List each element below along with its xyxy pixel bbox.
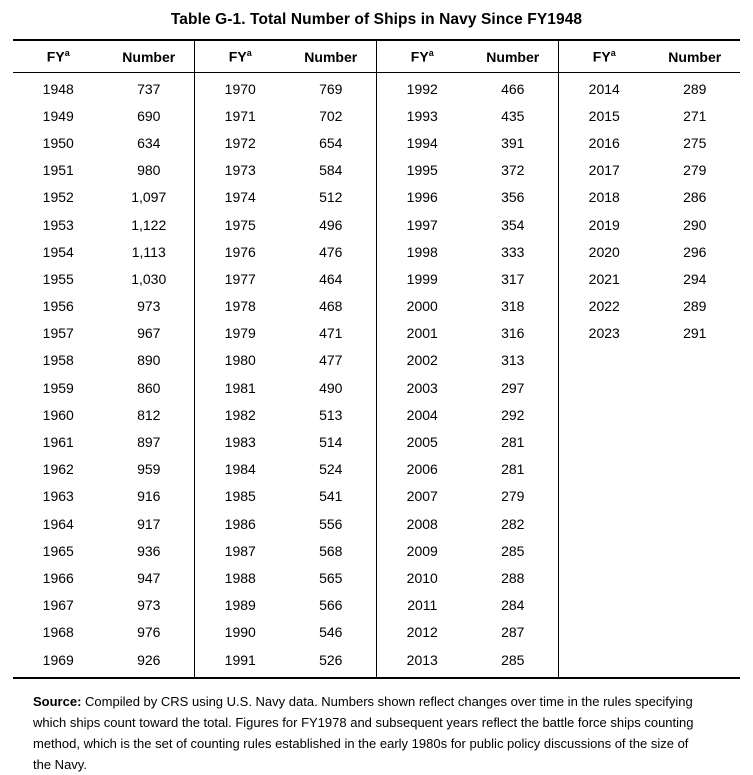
ship-count-cell: 316: [501, 325, 525, 342]
fy-cell: 2017: [588, 162, 620, 179]
fy-cell: 2015: [588, 107, 620, 124]
fy-cell: 1978: [224, 298, 256, 315]
ship-count-cell: 917: [137, 515, 161, 532]
table-row: [195, 510, 376, 537]
fy-cell: 1996: [406, 189, 438, 206]
table-row: [13, 293, 194, 320]
table-row: [195, 265, 376, 292]
table-row: [13, 592, 194, 619]
ship-count-cell: 812: [137, 406, 161, 423]
ship-count-cell: 654: [319, 134, 343, 151]
ship-count-cell: 926: [137, 651, 161, 668]
fy-cell: 1971: [224, 107, 256, 124]
table-row: [377, 265, 558, 292]
table-row: [559, 293, 740, 320]
ship-count-cell: 291: [683, 325, 707, 342]
fy-cell: 1958: [42, 352, 74, 369]
ship-count-cell: 496: [319, 216, 343, 233]
table-row: [377, 347, 558, 374]
table-title: Table G-1. Total Number of Ships in Navy Since FY1948: [170, 11, 583, 28]
source-label: Source:: [33, 694, 82, 710]
ship-count-cell: 526: [319, 651, 343, 668]
ship-count-cell: 565: [319, 569, 343, 586]
ship-count-cell: 980: [137, 162, 161, 179]
ship-count-cell: 1,030: [131, 270, 167, 287]
ship-count-cell: 292: [501, 406, 525, 423]
ship-count-cell: 584: [319, 162, 343, 179]
ship-count-cell: 466: [501, 80, 525, 97]
ship-count-cell: 391: [501, 134, 525, 151]
table-row: [377, 293, 558, 320]
fy-cell: 1987: [224, 542, 256, 559]
number-column-header: Number: [304, 48, 358, 65]
ship-count-cell: 936: [137, 542, 161, 559]
fy-cell: 1952: [42, 189, 74, 206]
footnote-marker: a: [610, 48, 616, 59]
fy-column-header: [195, 48, 286, 65]
ship-count-cell: 288: [501, 569, 525, 586]
ship-count-cell: 897: [137, 434, 161, 451]
ship-count-cell: 372: [501, 162, 525, 179]
ship-count-cell: 973: [137, 298, 161, 315]
table-row: [377, 211, 558, 238]
table-row: [13, 510, 194, 537]
table-row: [377, 592, 558, 619]
fy-cell: 1995: [406, 162, 438, 179]
ship-count-cell: 890: [137, 352, 161, 369]
ship-count-cell: 476: [319, 243, 343, 260]
column-header-row: [559, 41, 740, 73]
fy-cell: 1990: [224, 624, 256, 641]
fy-cell: 2013: [406, 651, 438, 668]
table-row: [377, 564, 558, 591]
table-row: [195, 320, 376, 347]
fy-cell: 1982: [224, 406, 256, 423]
table-row: [377, 374, 558, 401]
fy-cell: 1985: [224, 488, 256, 505]
column-data-area: [559, 73, 740, 351]
fy-cell: 1989: [224, 597, 256, 614]
table-row: [195, 184, 376, 211]
ship-count-cell: 281: [501, 461, 525, 478]
table-row: [195, 646, 376, 673]
ship-count-cell: 294: [683, 270, 707, 287]
fy-cell: 1955: [42, 270, 74, 287]
ship-count-cell: 513: [319, 406, 343, 423]
fy-cell: 1963: [42, 488, 74, 505]
ship-count-cell: 354: [501, 216, 525, 233]
table-row: [13, 564, 194, 591]
table-row: [13, 347, 194, 374]
table-row: [377, 646, 558, 673]
ship-count-cell: 333: [501, 243, 525, 260]
number-column-header: Number: [486, 48, 540, 65]
table-row: [377, 184, 558, 211]
table-column-group-4: [558, 41, 740, 677]
ship-count-cell: 296: [683, 243, 707, 260]
fy-cell: 2014: [588, 80, 620, 97]
ship-count-cell: 317: [501, 270, 525, 287]
table-row: [559, 320, 740, 347]
ship-count-cell: 916: [137, 488, 161, 505]
fy-cell: 1998: [406, 243, 438, 260]
table-column-group-3: [376, 41, 558, 677]
table-row: [559, 238, 740, 265]
fy-cell: 2010: [406, 569, 438, 586]
table-row: [13, 619, 194, 646]
ship-count-cell: 313: [501, 352, 525, 369]
fy-cell: 2000: [406, 298, 438, 315]
column-data-area: [195, 73, 376, 677]
column-data-area: [13, 73, 194, 677]
ship-count-cell: 468: [319, 298, 343, 315]
table-row: [377, 401, 558, 428]
fy-cell: 1976: [224, 243, 256, 260]
fy-cell: 1981: [224, 379, 256, 396]
ship-count-cell: 356: [501, 189, 525, 206]
table-row: [13, 129, 194, 156]
ship-count-cell: 289: [683, 298, 707, 315]
ship-count-cell: 286: [683, 189, 707, 206]
fy-cell: 1999: [406, 270, 438, 287]
table-row: [195, 293, 376, 320]
ship-count-cell: 959: [137, 461, 161, 478]
table-row: [13, 646, 194, 673]
table-row: [13, 211, 194, 238]
ship-count-cell: 737: [137, 80, 161, 97]
fy-cell: 1992: [406, 80, 438, 97]
table-row: [377, 510, 558, 537]
fy-cell: 1973: [224, 162, 256, 179]
fy-cell: 1949: [42, 107, 74, 124]
table-row: [559, 129, 740, 156]
column-header-row: [13, 41, 194, 73]
table-row: [377, 537, 558, 564]
ship-count-cell: 287: [501, 624, 525, 641]
fy-cell: 1984: [224, 461, 256, 478]
footnote-marker: a: [246, 48, 252, 59]
ship-count-cell: 702: [319, 107, 343, 124]
fy-column-header: [13, 48, 104, 65]
footnote-marker: a: [428, 48, 434, 59]
table-row: [13, 265, 194, 292]
ship-count-cell: 318: [501, 298, 525, 315]
ship-count-cell: 568: [319, 542, 343, 559]
ship-count-cell: 541: [319, 488, 343, 505]
fy-cell: 1968: [42, 624, 74, 641]
fy-cell: 1969: [42, 651, 74, 668]
fy-cell: 2003: [406, 379, 438, 396]
fy-cell: 1961: [42, 434, 74, 451]
table-row: [195, 537, 376, 564]
fy-cell: 1953: [42, 216, 74, 233]
fy-cell: 2004: [406, 406, 438, 423]
ship-count-cell: 566: [319, 597, 343, 614]
source-note: [33, 691, 710, 775]
fy-cell: 1983: [224, 434, 256, 451]
ship-count-cell: 435: [501, 107, 525, 124]
ship-count-cell: 769: [319, 80, 343, 97]
table-row: [559, 184, 740, 211]
table-row: [195, 428, 376, 455]
table-row: [195, 238, 376, 265]
table-row: [13, 102, 194, 129]
table-row: [377, 483, 558, 510]
table-column-group-2: [194, 41, 376, 677]
ship-count-cell: 556: [319, 515, 343, 532]
fy-cell: 1972: [224, 134, 256, 151]
fy-column-header: [377, 48, 468, 65]
table-row: [13, 157, 194, 184]
table-row: [195, 374, 376, 401]
table-row: [559, 211, 740, 238]
fy-cell: 1956: [42, 298, 74, 315]
fy-cell: 1957: [42, 325, 74, 342]
table-row: [195, 401, 376, 428]
table-row: [377, 102, 558, 129]
table-row: [377, 238, 558, 265]
table-row: [13, 401, 194, 428]
ship-count-cell: 976: [137, 624, 161, 641]
ship-count-cell: 947: [137, 569, 161, 586]
ship-count-cell: 524: [319, 461, 343, 478]
fy-cell: 1962: [42, 461, 74, 478]
fy-cell: 1975: [224, 216, 256, 233]
fy-cell: 1950: [42, 134, 74, 151]
ship-count-cell: 290: [683, 216, 707, 233]
fy-cell: 2008: [406, 515, 438, 532]
table-row: [13, 483, 194, 510]
table-row: [377, 456, 558, 483]
ship-count-cell: 1,122: [131, 216, 167, 233]
ship-count-cell: 275: [683, 134, 707, 151]
table-row: [13, 320, 194, 347]
table-row: [13, 456, 194, 483]
fy-cell: 1997: [406, 216, 438, 233]
fy-cell: 2019: [588, 216, 620, 233]
fy-cell: 1970: [224, 80, 256, 97]
ship-count-cell: 464: [319, 270, 343, 287]
fy-cell: 1993: [406, 107, 438, 124]
table-row: [377, 619, 558, 646]
fy-header-label: FY: [228, 48, 247, 65]
fy-cell: 2011: [407, 597, 438, 614]
ship-count-cell: 514: [319, 434, 343, 451]
fy-cell: 2012: [406, 624, 438, 641]
fy-cell: 1986: [224, 515, 256, 532]
table-row: [195, 456, 376, 483]
fy-cell: 2009: [406, 542, 438, 559]
fy-cell: 1974: [224, 189, 256, 206]
table-row: [13, 537, 194, 564]
table-row: [377, 157, 558, 184]
fy-cell: 1959: [42, 379, 74, 396]
ship-count-cell: 289: [683, 80, 707, 97]
table-row: [559, 265, 740, 292]
ship-count-cell: 284: [501, 597, 525, 614]
table-row: [195, 564, 376, 591]
table-row: [195, 75, 376, 102]
ship-count-cell: 973: [137, 597, 161, 614]
ship-count-cell: 490: [319, 379, 343, 396]
ship-count-cell: 860: [137, 379, 161, 396]
fy-cell: 2007: [406, 488, 438, 505]
ship-count-cell: 281: [501, 434, 525, 451]
ships-table: [13, 39, 740, 679]
table-column-group-1: [13, 41, 194, 677]
fy-cell: 1979: [224, 325, 256, 342]
ship-count-cell: 634: [137, 134, 161, 151]
column-header-row: [195, 41, 376, 73]
table-row: [377, 428, 558, 455]
ship-count-cell: 471: [319, 325, 343, 342]
ship-count-cell: 297: [501, 379, 525, 396]
ship-count-cell: 271: [683, 107, 707, 124]
ship-count-cell: 285: [501, 542, 525, 559]
table-row: [195, 619, 376, 646]
fy-header-label: FY: [410, 48, 429, 65]
fy-cell: 2020: [588, 243, 620, 260]
table-row: [195, 592, 376, 619]
fy-cell: 1980: [224, 352, 256, 369]
fy-cell: 1967: [42, 597, 74, 614]
table-row: [13, 238, 194, 265]
table-row: [559, 157, 740, 184]
table-row: [559, 75, 740, 102]
table-row: [195, 483, 376, 510]
table-row: [377, 75, 558, 102]
table-row: [195, 129, 376, 156]
fy-cell: 1960: [42, 406, 74, 423]
ship-count-cell: 1,097: [131, 189, 167, 206]
ship-count-cell: 279: [501, 488, 525, 505]
fy-cell: 1954: [42, 243, 74, 260]
column-data-area: [377, 73, 558, 677]
fy-cell: 1951: [42, 162, 74, 179]
table-row: [195, 157, 376, 184]
table-row: [195, 347, 376, 374]
table-row: [13, 428, 194, 455]
table-row: [13, 184, 194, 211]
fy-cell: 2006: [406, 461, 438, 478]
fy-cell: 2016: [588, 134, 620, 151]
ship-count-cell: 690: [137, 107, 161, 124]
source-text: Compiled by CRS using U.S. Navy data. Numbers shown reflect changes over time in the rules specifying which ships count toward the total. Figures for FY1978 and subsequent years reflect the battle force ships counting method, which is the set of counting rules established in the early 1980s for public policy discussions of the size of the Navy.: [33, 694, 694, 773]
column-header-row: [377, 41, 558, 73]
fy-cell: 1991: [224, 651, 256, 668]
table-row: [195, 211, 376, 238]
fy-cell: 2022: [588, 298, 620, 315]
fy-cell: 1988: [224, 569, 256, 586]
ship-count-cell: 285: [501, 651, 525, 668]
fy-cell: 1964: [42, 515, 74, 532]
fy-cell: 1966: [42, 569, 74, 586]
fy-header-label: FY: [592, 48, 611, 65]
ship-count-cell: 967: [137, 325, 161, 342]
fy-cell: 1965: [42, 542, 74, 559]
fy-cell: 2021: [588, 270, 620, 287]
ship-count-cell: 546: [319, 624, 343, 641]
footnote-marker: a: [64, 48, 70, 59]
table-row: [377, 129, 558, 156]
fy-cell: 2005: [406, 434, 438, 451]
ship-count-cell: 1,113: [131, 243, 166, 260]
fy-cell: 2001: [406, 325, 438, 342]
ship-count-cell: 477: [319, 352, 343, 369]
fy-cell: 1948: [42, 80, 74, 97]
fy-cell: 2002: [406, 352, 438, 369]
table-row: [377, 320, 558, 347]
ship-count-cell: 282: [501, 515, 525, 532]
fy-cell: 1994: [406, 134, 438, 151]
fy-cell: 2018: [588, 189, 620, 206]
fy-cell: 1977: [224, 270, 256, 287]
fy-column-header: [559, 48, 650, 65]
table-row: [559, 102, 740, 129]
fy-header-label: FY: [46, 48, 65, 65]
table-row: [13, 374, 194, 401]
number-column-header: Number: [668, 48, 722, 65]
fy-cell: 2023: [588, 325, 620, 342]
table-row: [195, 102, 376, 129]
table-row: [13, 75, 194, 102]
ship-count-cell: 279: [683, 162, 707, 179]
ship-count-cell: 512: [319, 189, 343, 206]
number-column-header: Number: [122, 48, 176, 65]
